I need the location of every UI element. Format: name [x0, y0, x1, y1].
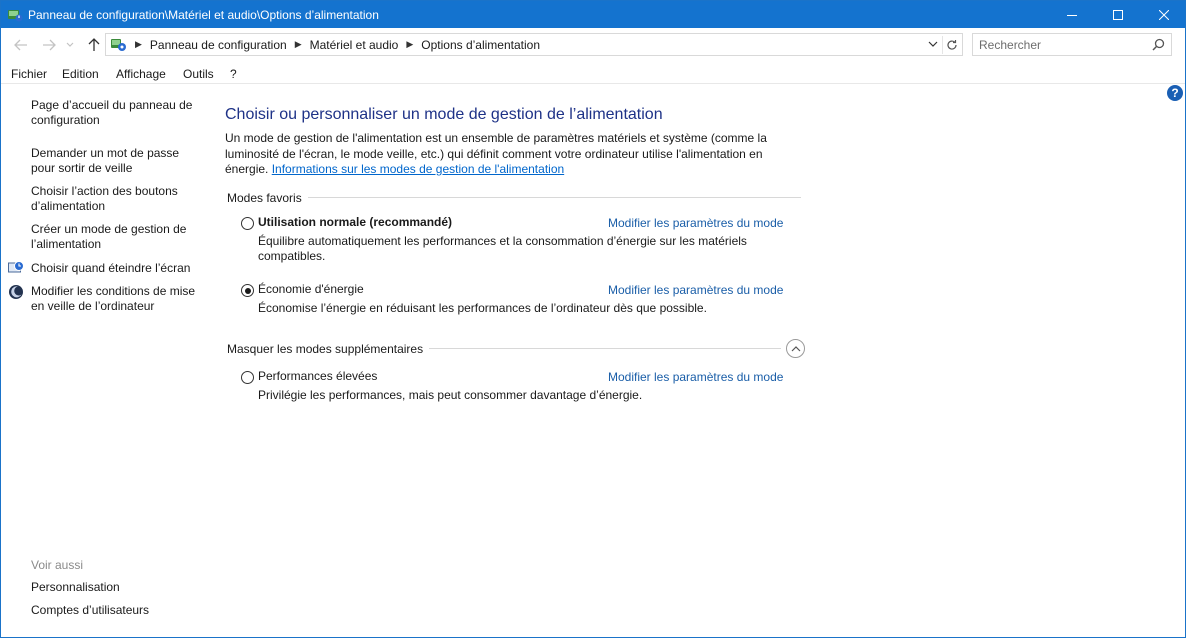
recent-locations-button[interactable]: [64, 36, 76, 54]
breadcrumb-hardware-sound[interactable]: Matériel et audio: [309, 37, 399, 52]
plan-name-balanced[interactable]: Utilisation normale (recommandé): [258, 215, 453, 229]
chevron-up-icon: [791, 346, 801, 352]
see-also-label: Voir aussi: [31, 558, 84, 572]
search-icon[interactable]: [1152, 38, 1165, 54]
sidebar-link-power-buttons[interactable]: Choisir l’action des boutons d’alimentation: [31, 184, 178, 213]
plan-description-balanced: Équilibre automatiquement les performances et la consommation d’énergie sur les matériels compatibles.: [258, 234, 747, 263]
title-bar[interactable]: [1, 1, 1185, 28]
window-title: Panneau de configuration\Matériel et audio\Options d’alimentation: [28, 8, 379, 22]
plan-radio-balanced[interactable]: [241, 217, 254, 230]
description-text: Un mode de gestion de l'alimentation est un ensemble de paramètres matériels et système (comme la luminosité de l'écran, le mode veille, etc.) qui définit comment votre ordinateur utilise l'alimentation en énergie.: [225, 131, 767, 176]
plan-radio-high-performance[interactable]: [241, 371, 254, 384]
menu-bar: [1, 63, 1185, 84]
close-icon: [1159, 10, 1169, 20]
change-plan-settings-link-power-saver[interactable]: Modifier les paramètres du mode: [608, 283, 784, 297]
search-input[interactable]: [979, 36, 1149, 53]
chevron-down-icon: [66, 42, 74, 48]
plan-radio-power-saver[interactable]: [241, 284, 254, 297]
change-plan-settings-link-balanced[interactable]: Modifier les paramètres du mode: [608, 216, 784, 230]
sidebar-link-create-plan[interactable]: Créer un mode de gestion de l’alimentation: [31, 222, 187, 251]
menu-view[interactable]: Affichage: [116, 67, 166, 81]
refresh-icon: [946, 39, 958, 51]
favorites-group-label: Modes favoris: [227, 191, 308, 205]
breadcrumb-control-panel[interactable]: Panneau de configuration: [149, 37, 287, 52]
search-box[interactable]: [972, 33, 1172, 56]
hide-additional-plans-label[interactable]: Masquer les modes supplémentaires: [227, 342, 429, 356]
up-arrow-icon: [88, 38, 100, 52]
refresh-button[interactable]: [942, 36, 960, 54]
up-button[interactable]: [85, 36, 103, 54]
sidebar-link-require-password[interactable]: Demander un mot de passe pour sortir de veille: [31, 146, 180, 175]
power-options-app-icon: [7, 7, 23, 23]
page-description: [225, 131, 785, 178]
control-panel-icon: [110, 36, 127, 53]
plan-description-power-saver: Économise l’énergie en réduisant les performances de l’ordinateur dès que possible.: [258, 301, 707, 315]
change-plan-settings-link-high-performance[interactable]: Modifier les paramètres du mode: [608, 370, 784, 384]
maximize-button[interactable]: [1095, 1, 1141, 28]
left-navigation-pane: [1, 84, 211, 637]
see-also-link-user-accounts[interactable]: Comptes d’utilisateurs: [31, 603, 150, 617]
minimize-icon: [1067, 10, 1077, 20]
sidebar-link-sleep-settings[interactable]: Modifier les conditions de mise en veille de l’ordinateur: [31, 284, 196, 313]
close-button[interactable]: [1141, 1, 1186, 28]
display-timer-icon: [8, 260, 24, 276]
menu-edit[interactable]: Edition: [62, 67, 99, 81]
chevron-right-icon[interactable]: ▶: [294, 39, 302, 49]
sleep-moon-icon: [8, 284, 24, 300]
plan-description-high-performance: Privilégie les performances, mais peut consommer davantage d’énergie.: [258, 388, 643, 402]
help-button[interactable]: [1167, 85, 1183, 101]
menu-tools[interactable]: Outils: [183, 67, 214, 81]
menu-help[interactable]: ?: [230, 67, 237, 81]
plan-name-high-performance[interactable]: Performances élevées: [258, 369, 378, 383]
minimize-button[interactable]: [1049, 1, 1095, 28]
see-also-link-personalization[interactable]: Personnalisation: [31, 580, 120, 594]
chevron-right-icon[interactable]: ▶: [135, 39, 142, 49]
back-arrow-icon: [14, 39, 28, 51]
forward-button[interactable]: [40, 36, 58, 54]
info-link[interactable]: Informations sur les modes de gestion de l'alimentation: [271, 162, 565, 176]
collapse-plans-button[interactable]: [786, 339, 805, 358]
page-title: Choisir ou personnaliser un mode de gestion de l’alimentation: [225, 106, 663, 123]
breadcrumb-power-options[interactable]: Options d’alimentation: [421, 37, 540, 52]
chevron-right-icon[interactable]: ▶: [406, 39, 414, 49]
address-history-dropdown[interactable]: [928, 38, 938, 53]
sidebar-link-turn-off-display[interactable]: Choisir quand éteindre l’écran: [31, 261, 191, 275]
help-icon: ?: [1171, 86, 1179, 100]
address-bar[interactable]: [105, 33, 963, 56]
back-button[interactable]: [12, 36, 30, 54]
plan-name-power-saver[interactable]: Économie d'énergie: [258, 282, 364, 296]
menu-file[interactable]: Fichier: [11, 67, 48, 81]
chevron-down-icon: [928, 38, 938, 50]
sidebar-link-control-panel-home[interactable]: Page d’accueil du panneau de configuration: [31, 98, 193, 127]
favorites-divider: [227, 197, 801, 198]
maximize-icon: [1113, 10, 1123, 20]
forward-arrow-icon: [42, 39, 56, 51]
